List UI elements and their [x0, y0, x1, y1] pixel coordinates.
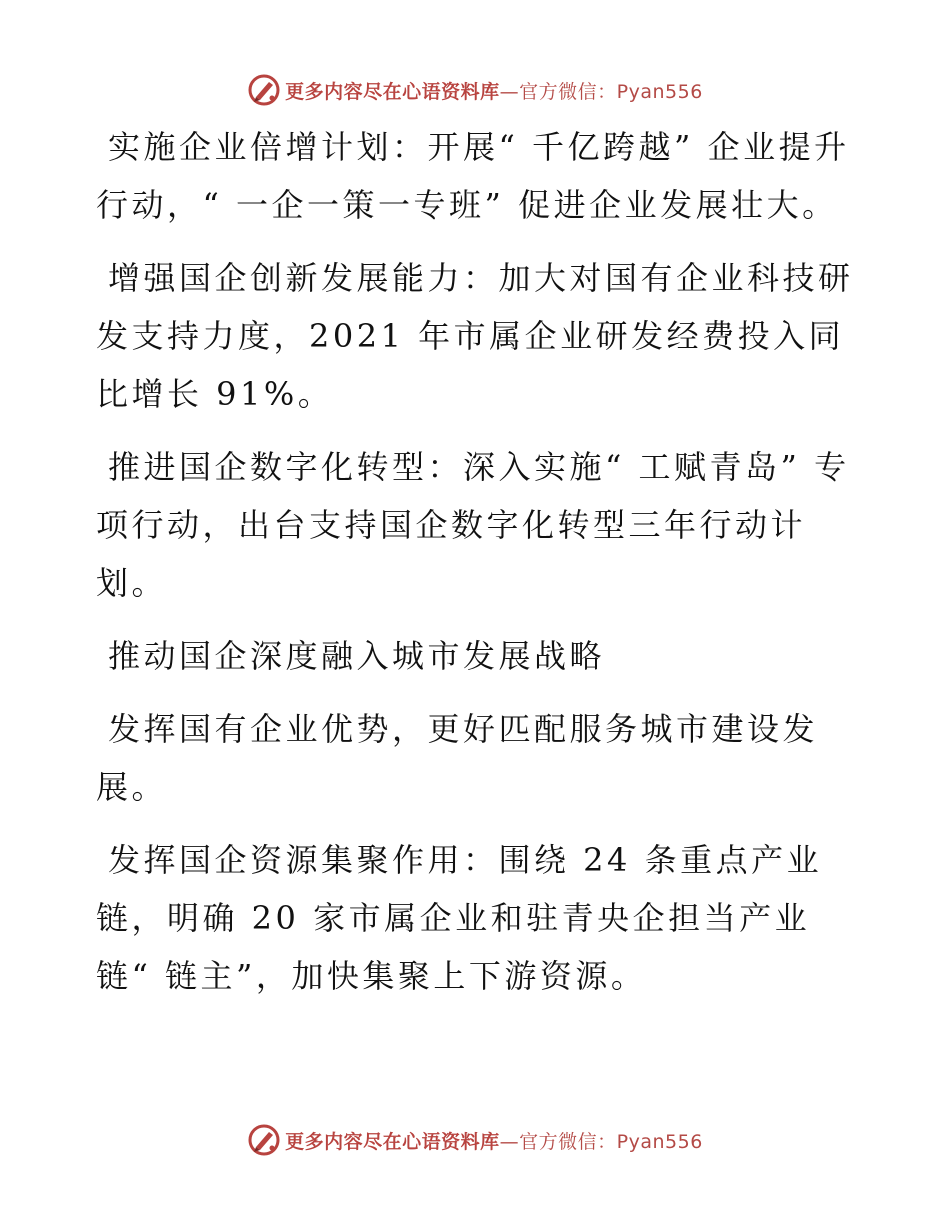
- watermark-main: 更多内容尽在心语资料库: [285, 80, 500, 103]
- pen-logo-icon: [247, 1123, 281, 1157]
- watermark-separator: —: [499, 1130, 520, 1153]
- paragraph-1: 实施企业倍增计划：开展“ 千亿跨越” 企业提升行动，“ 一企一策一专班” 促进企业发展壮大。: [96, 128, 850, 224]
- footer-watermark: [0, 1120, 950, 1160]
- pen-logo-icon: [247, 73, 281, 107]
- paragraph-4: 推动国企深度融入城市发展战略: [108, 637, 606, 675]
- paragraph-6: 发挥国企资源集聚作用：围绕 24 条重点产业链，明确 20 家市属企业和驻青央企担当产业链“ 链主”，加快集聚上下游资源。: [96, 841, 823, 995]
- paragraph-3: 推进国企数字化转型：深入实施“ 工赋青岛” 专项行动，出台支持国企数字化转型三年行动计划。: [96, 448, 850, 602]
- watermark-contact: 官方微信：Pyan556: [519, 80, 703, 103]
- watermark-separator: —: [499, 80, 520, 103]
- watermark-contact: 官方微信：Pyan556: [519, 1130, 703, 1153]
- watermark-text: [285, 1127, 703, 1154]
- watermark-text: [285, 77, 703, 104]
- document-body: [96, 118, 856, 1020]
- paragraph-5: 发挥国有企业优势，更好匹配服务城市建设发展。: [96, 710, 819, 806]
- header-watermark: [0, 70, 950, 110]
- watermark-main: 更多内容尽在心语资料库: [285, 1130, 500, 1153]
- paragraph-2: 增强国企创新发展能力：加大对国有企业科技研发支持力度，2021 年市属企业研发经费投入同比增长 91%。: [96, 259, 854, 413]
